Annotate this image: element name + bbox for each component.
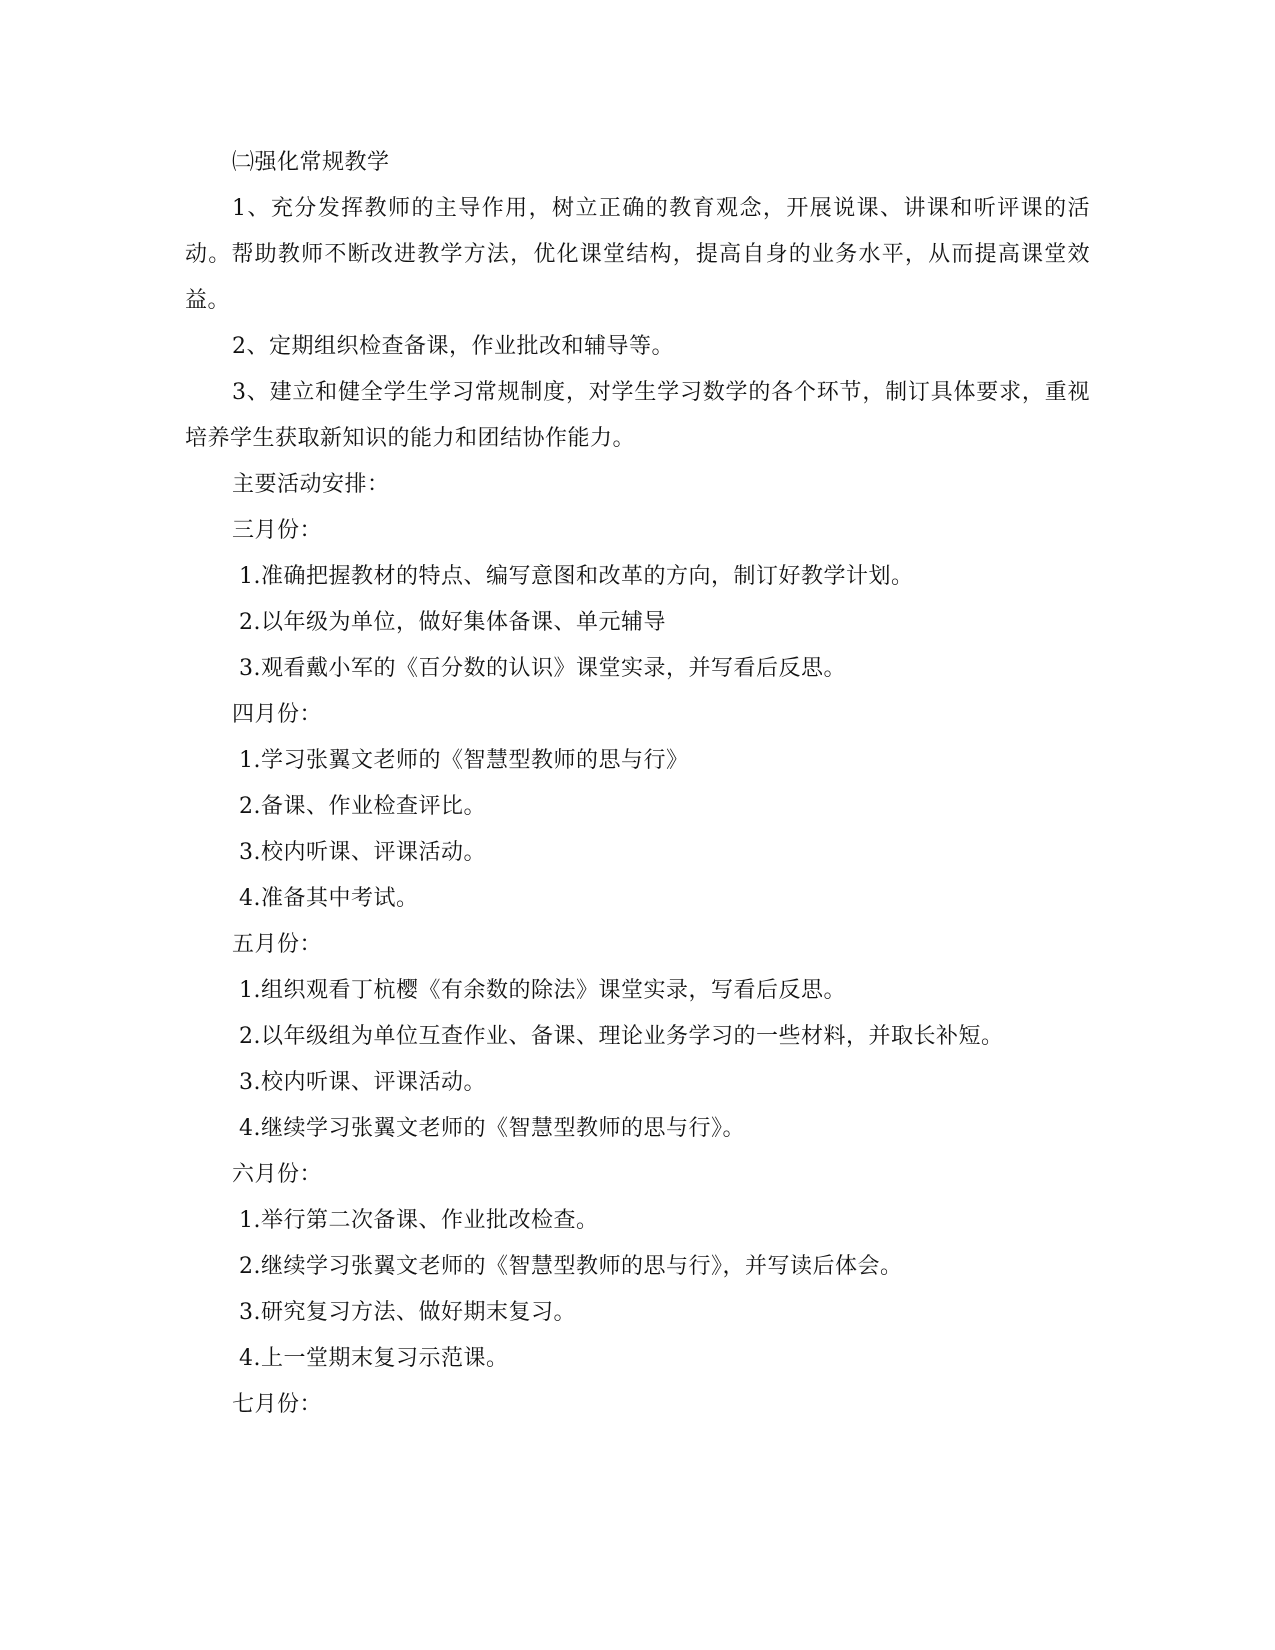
month-heading-may: 五月份： (232, 932, 323, 957)
list-item: 3.观看戴小军的《百分数的认识》课堂实录，并写看后反思。 (239, 656, 846, 681)
month-heading-june: 六月份： (232, 1162, 323, 1187)
list-item: 3.研究复习方法、做好期末复习。 (239, 1300, 576, 1325)
paragraph-1: 1、充分发挥教师的主导作用，树立正确的教育观念，开展说课、讲课和听评课的活动。帮助教师不断改进教学方法，优化课堂结构，提高自身的业务水平，从而提高课堂效益。 (185, 196, 1090, 313)
list-item: 1.举行第二次备课、作业批改检查。 (239, 1208, 599, 1233)
list-item: 3.校内听课、评课活动。 (239, 1070, 486, 1095)
month-heading-march: 三月份： (232, 518, 323, 543)
activities-title: 主要活动安排： (232, 472, 390, 497)
paragraph-2: 2、定期组织检查备课，作业批改和辅导等。 (232, 334, 674, 359)
list-item: 1.准确把握教材的特点、编写意图和改革的方向，制订好教学计划。 (239, 564, 914, 589)
list-item: 1.学习张翼文老师的《智慧型教师的思与行》 (239, 748, 689, 773)
list-item: 3.校内听课、评课活动。 (239, 840, 486, 865)
document-body (185, 140, 1090, 1428)
list-item: 2.以年级组为单位互查作业、备课、理论业务学习的一些材料，并取长补短。 (239, 1024, 1004, 1049)
list-item: 4.继续学习张翼文老师的《智慧型教师的思与行》。 (239, 1116, 745, 1141)
list-item: 4.准备其中考试。 (239, 886, 419, 911)
list-item: 4.上一堂期末复习示范课。 (239, 1346, 509, 1371)
list-item: 2.备课、作业检查评比。 (239, 794, 486, 819)
list-item: 2.以年级为单位，做好集体备课、单元辅导 (239, 610, 666, 635)
month-heading-april: 四月份： (232, 702, 323, 727)
paragraph-3: 3、建立和健全学生学习常规制度，对学生学习数学的各个环节，制订具体要求，重视培养学生获取新知识的能力和团结协作能力。 (185, 380, 1090, 451)
list-item: 1.组织观看丁杭樱《有余数的除法》课堂实录，写看后反思。 (239, 978, 846, 1003)
section-heading: ㈡强化常规教学 (232, 150, 390, 175)
month-heading-july: 七月份： (232, 1392, 323, 1417)
list-item: 2.继续学习张翼文老师的《智慧型教师的思与行》，并写读后体会。 (239, 1254, 903, 1279)
